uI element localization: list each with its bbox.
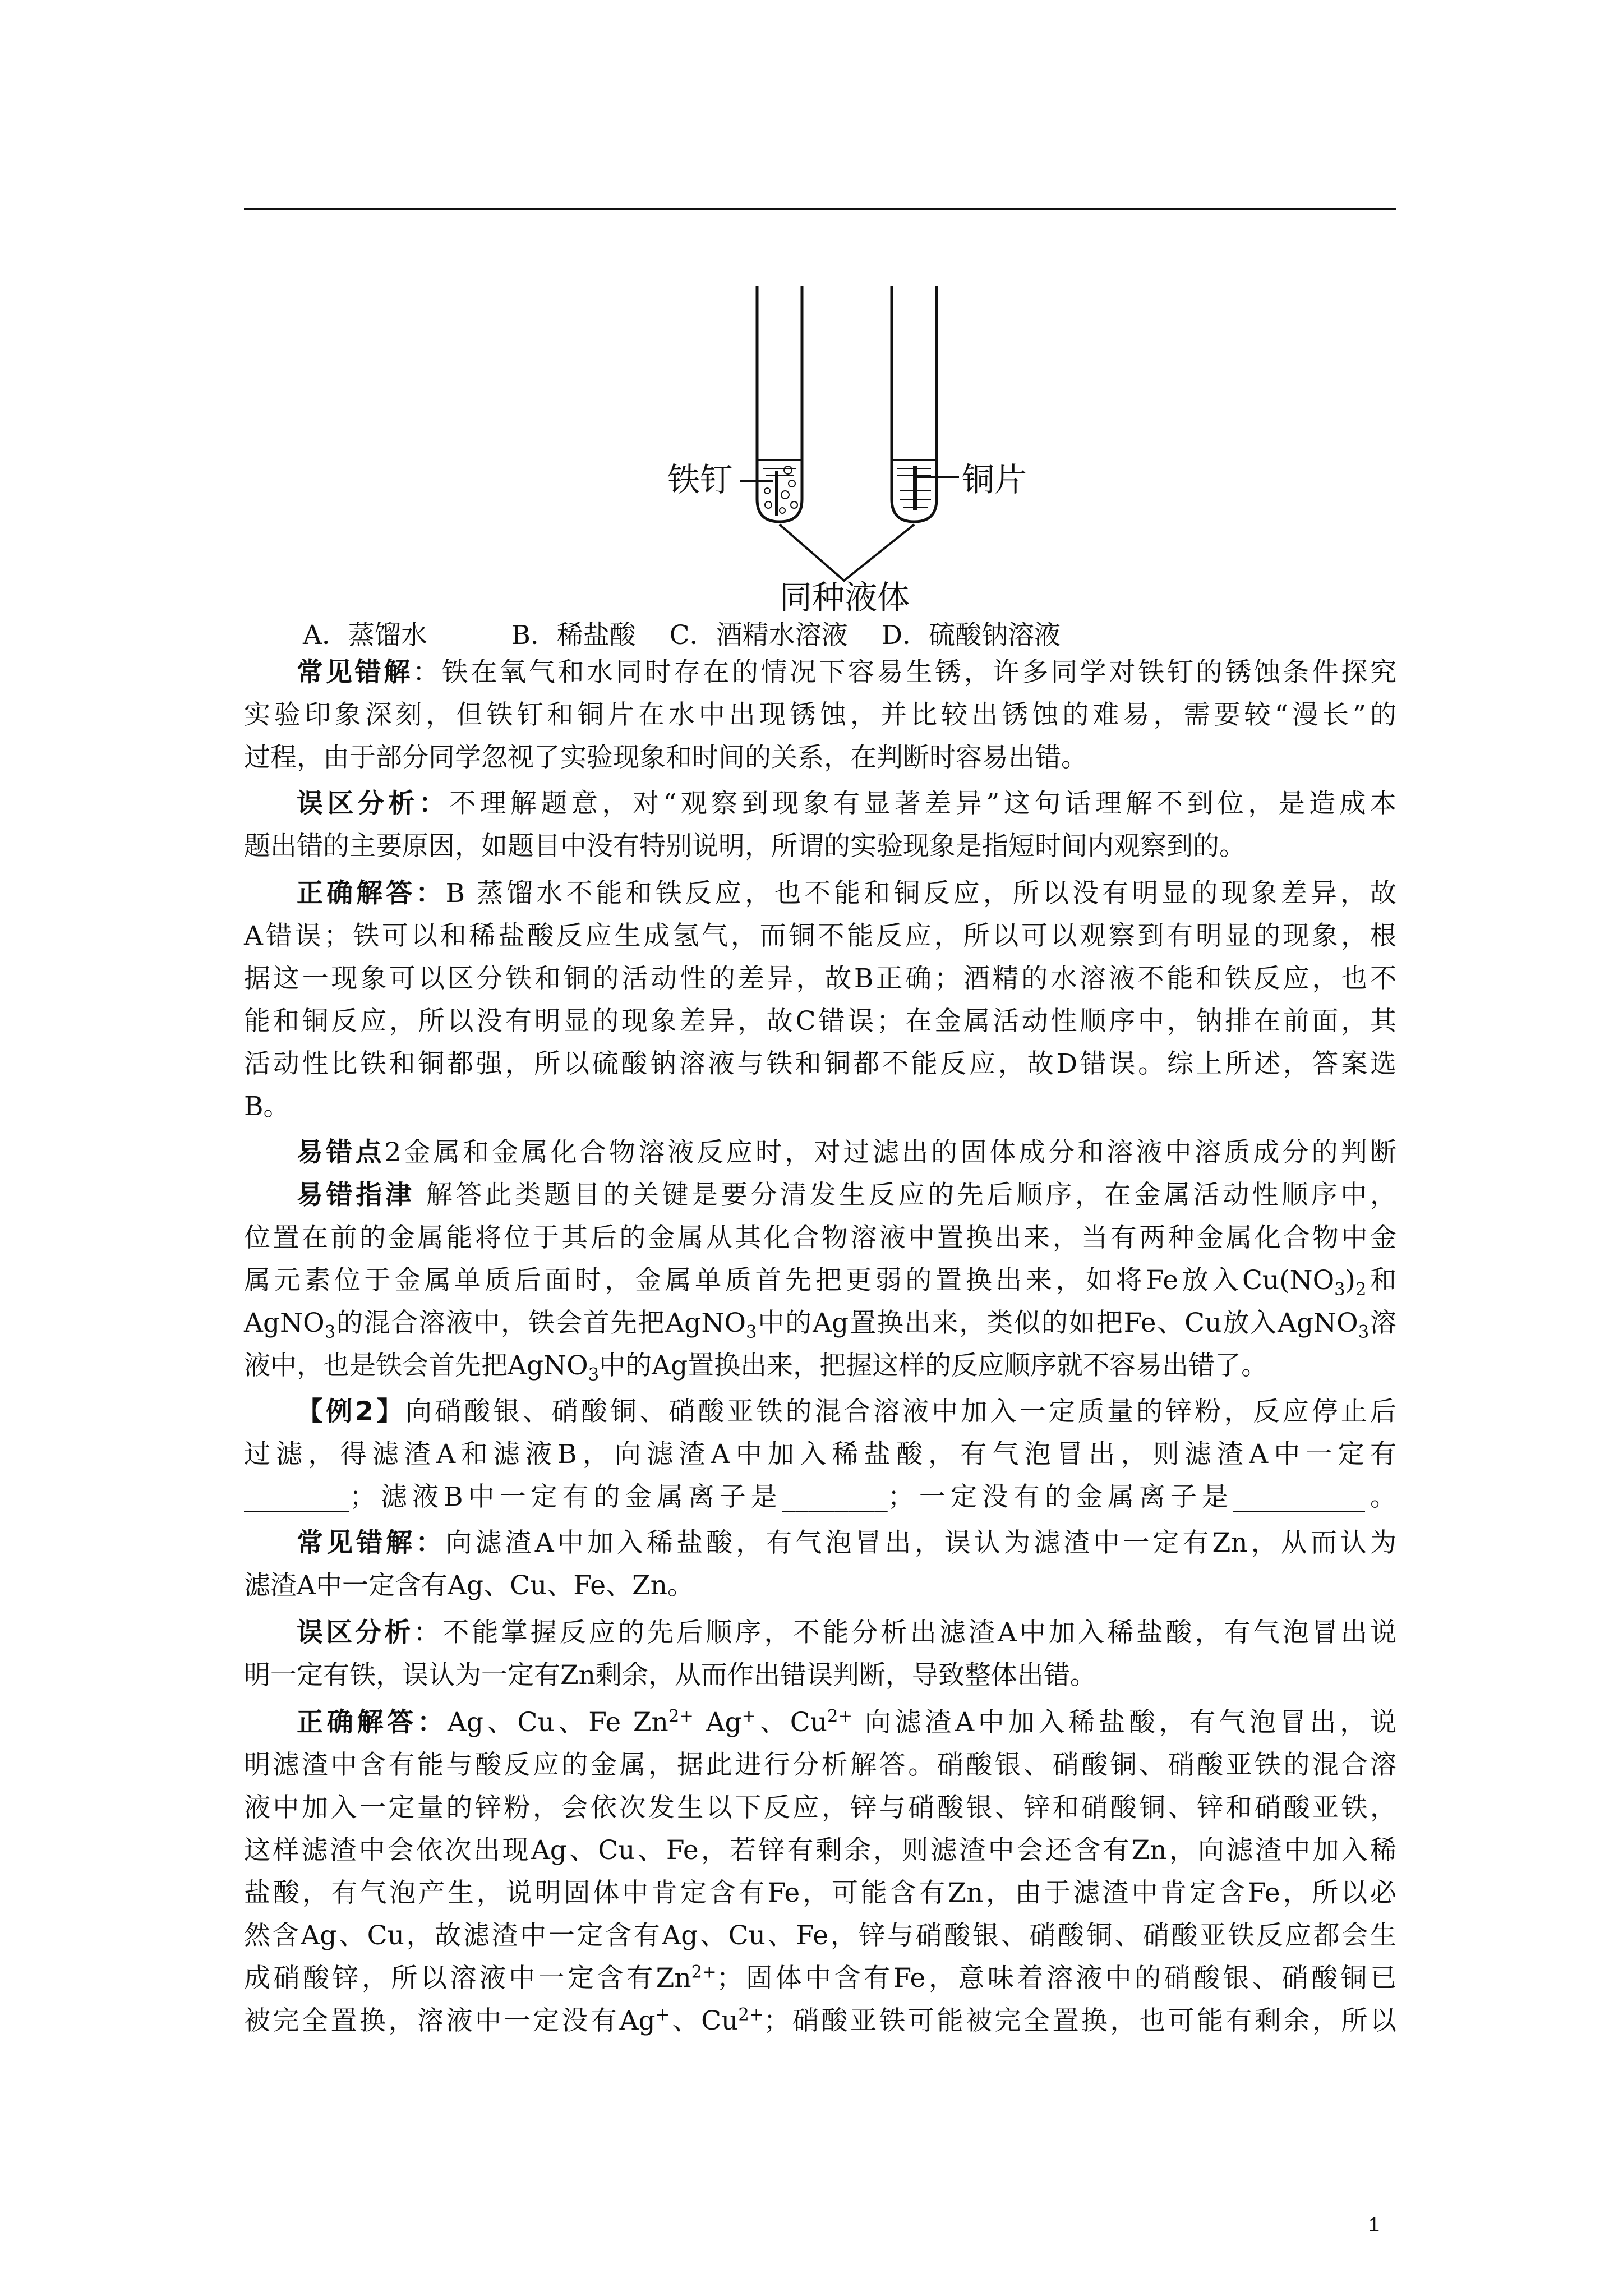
iron-nail-label: 铁钉 <box>667 461 733 499</box>
text-line: 液中，也是铁会首先把AgNO$_3$中的Ag置换出来，把握这样的反应顺序就不容易出错了。 <box>244 1350 1268 1385</box>
para-error-guide: 易错指津 解答此类题目的关键是要分清发生反应的先后顺序，在金属活动性顺序中， <box>297 1180 1396 1211</box>
page-number: 1 <box>1368 2213 1380 2236</box>
text-line: 位置在前的金属能将位于其后的金属从其化合物溶液中置换出来，当有两种金属化合物中金 <box>244 1222 1396 1253</box>
copper-sheet-label: 铜片 <box>962 461 1027 499</box>
text-line: A错误；铁可以和稀盐酸反应生成氢气，而铜不能反应，所以可以观察到有明显的现象，根 <box>244 921 1396 951</box>
example-2-question: 【例2】向硝酸银、硝酸铜、硝酸亚铁的混合溶液中加入一定质量的锌粉，反应停止后 <box>297 1396 1397 1427</box>
connector-lines <box>780 524 914 581</box>
answer-options: A．蒸馏水 B．稀盐酸 C．酒精水溶液 D．硫酸钠溶液 <box>303 620 1061 651</box>
text-line: B。 <box>244 1091 290 1122</box>
same-liquid-label: 同种液体 <box>780 578 910 611</box>
error-point-2-heading: 易错点2金属和金属化合物溶液反应时，对过滤出的固体成分和溶液中溶质成分的判断 <box>297 1137 1396 1168</box>
para-common-error-2: 常见错解：向滤渣A中加入稀盐酸，有气泡冒出，误认为滤渣中一定有Zn，从而认为 <box>297 1527 1396 1558</box>
para-misconception-1: 误区分析：不理解题意，对“观察到现象有显著差异”这句话理解不到位，是造成本 <box>297 788 1396 819</box>
para-common-error-1: 常见错解：铁在氧气和水同时存在的情况下容易生锈，许多同学对铁钉的锈蚀条件探究 <box>297 657 1397 688</box>
text-line: 明滤渣中含有能与酸反应的金属，据此进行分析解答。硝酸银、硝酸铜、硝酸亚铁的混合溶 <box>244 1750 1396 1780</box>
left-test-tube <box>757 286 802 522</box>
text-line: 成硝酸锌，所以溶液中一定含有$Zn^{2+}$；固体中含有Fe，意味着溶液中的硝酸银、硝酸铜已 <box>244 1962 1396 1994</box>
para-correct-answer-1: 正确解答：B 蒸馏水不能和铁反应，也不能和铜反应，所以没有明显的现象差异，故 <box>297 878 1397 909</box>
text-line: 属元素位于金属单质后面时，金属单质首先把更弱的置换出来，如将Fe放入$Cu(NO_3)_2$和 <box>244 1265 1396 1300</box>
text-line: 能和铜反应，所以没有明显的现象差异，故C错误；在金属活动性顺序中，钠排在前面，其 <box>244 1006 1396 1037</box>
text-line: 液中加入一定量的锌粉，会依次发生以下反应，锌与硝酸银、锌和硝酸铜、锌和硝酸亚铁， <box>244 1792 1396 1823</box>
para-correct-answer-2: 正确解答：Ag、Cu、Fe $Zn^{2+}$ Ag+、$Cu^{2+}$ 向滤渣A中加入稀盐酸，有气泡冒出，说 <box>297 1706 1397 1738</box>
test-tube-figure <box>667 275 1054 611</box>
text-line: AgNO$_3$的混合溶液中，铁会首先把AgNO$_3$中的Ag置换出来，类似的如把Fe、Cu放入AgNO$_3$溶 <box>244 1308 1397 1342</box>
text-line: 盐酸，有气泡产生，说明固体中肯定含有Fe，可能含有Zn，由于滤渣中肯定含Fe，所以必 <box>244 1878 1396 1908</box>
text-line: 这样滤渣中会依次出现Ag、Cu、Fe，若锌有剩余，则滤渣中会还含有Zn，向滤渣中加入稀 <box>244 1835 1396 1866</box>
text-line: 滤渣A中一定含有Ag、Cu、Fe、Zn。 <box>244 1570 694 1601</box>
text-line: 据这一现象可以区分铁和铜的活动性的差异，故B正确；酒精的水溶液不能和铁反应，也不 <box>244 963 1396 994</box>
text-line: 过滤，得滤渣A和滤液B，向滤渣A中加入稀盐酸，有气泡冒出，则滤渣A中一定有 <box>244 1439 1396 1470</box>
text-line: 然含Ag、Cu，故滤渣中一定含有Ag、Cu、Fe，锌与硝酸银、硝酸铜、硝酸亚铁反应都会生 <box>244 1920 1396 1951</box>
text-line: 题出错的主要原因，如题目中没有特别说明，所谓的实验现象是指短时间内观察到的。 <box>244 831 1246 862</box>
para-misconception-2: 误区分析：不能掌握反应的先后顺序，不能分析出滤渣A中加入稀盐酸，有气泡冒出说 <box>297 1617 1397 1648</box>
text-line: 实验印象深刻，但铁钉和铜片在水中出现锈蚀，并比较出锈蚀的难易，需要较“漫长”的 <box>244 700 1396 730</box>
text-line: 被完全置换，溶液中一定没有Ag+、$Cu^{2+}$；硝酸亚铁可能被完全置换，也可能有剩余，所以 <box>244 2005 1397 2036</box>
header-rule <box>244 208 1396 210</box>
text-line: 过程，由于部分同学忽视了实验现象和时间的关系，在判断时容易出错。 <box>244 742 1087 773</box>
text-line: 活动性比铁和铜都强，所以硫酸钠溶液与铁和铜都不能反应，故D错误。综上所述，答案选 <box>244 1048 1396 1079</box>
text-line: ________；滤液B中一定有的金属离子是________；一定没有的金属离子是__________。 <box>244 1481 1396 1512</box>
text-line: 明一定有铁，误认为一定有Zn剩余，从而作出错误判断，导致整体出错。 <box>244 1660 1096 1691</box>
